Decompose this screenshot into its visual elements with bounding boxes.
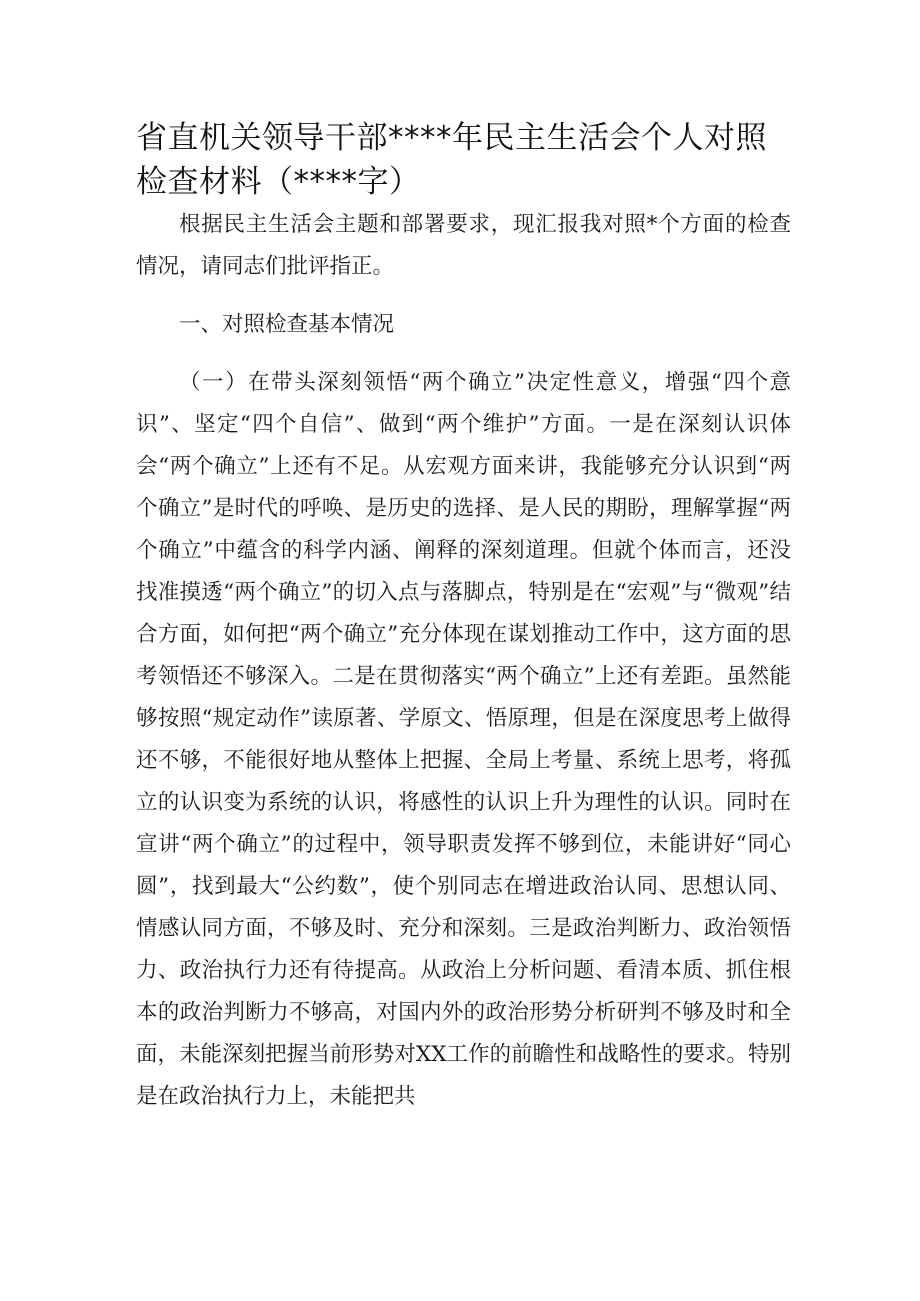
intro-paragraph: 根据民主生活会主题和部署要求，现汇报我对照*个方面的检查情况，请同志们批评指正。 <box>136 212 791 279</box>
document-body <box>136 204 791 1118</box>
document-title: 省直机关领导干部****年民主生活会个人对照检查材料（****字） <box>136 120 767 200</box>
section-heading: 一、对照检查基本情况 <box>179 312 395 337</box>
body-paragraph: （一）在带头深刻领悟“两个确立”决定性意义，增强“四个意识”、坚定“四个自信”、做到“两个维护”方面。一是在深刻认识体会“两个确立”上还有不足。从宏观方面来讲，我能够充分认识到“两个确立”是时代的呼唤、是历史的选择、是人民的期盼，理解掌握“两个确立”中蕴含的科学内涵、阐释的深刻道理。但就个体而言，还没找准摸透“两个确立”的切入点与落脚点，特别是在“宏观”与“微观”结合方面，如何把“两个确立”充分体现在谋划推动工作中，这方面的思考领悟还不够深入。二是在贯彻落实“两个确立”上还有差距。虽然能够按照“规定动作”读原著、学原文、悟原理，但是在深度思考上做得还不够，不能很好地从整体上把握、全局上考量、系统上思考，将孤立的认识变为系统的认识，将感性的认识上升为理性的认识。同时在宣讲“两个确立”的过程中，领导职责发挥不够到位，未能讲好“同心圆”，找到最大“公约数”，使个别同志在增进政治认同、思想认同、情感认同方面，不够及时、充分和深刻。三是政治判断力、政治领悟力、政治执行力还有待提高。从政治上分析问题、看清本质、抓住根本的政治判断力不够高，对国内外的政治形势分析研判不够及时和全面，未能深刻把握当前形势对XX工作的前瞻性和战略性的要求。特别是在政治执行力上，未能把共 <box>136 370 791 1109</box>
